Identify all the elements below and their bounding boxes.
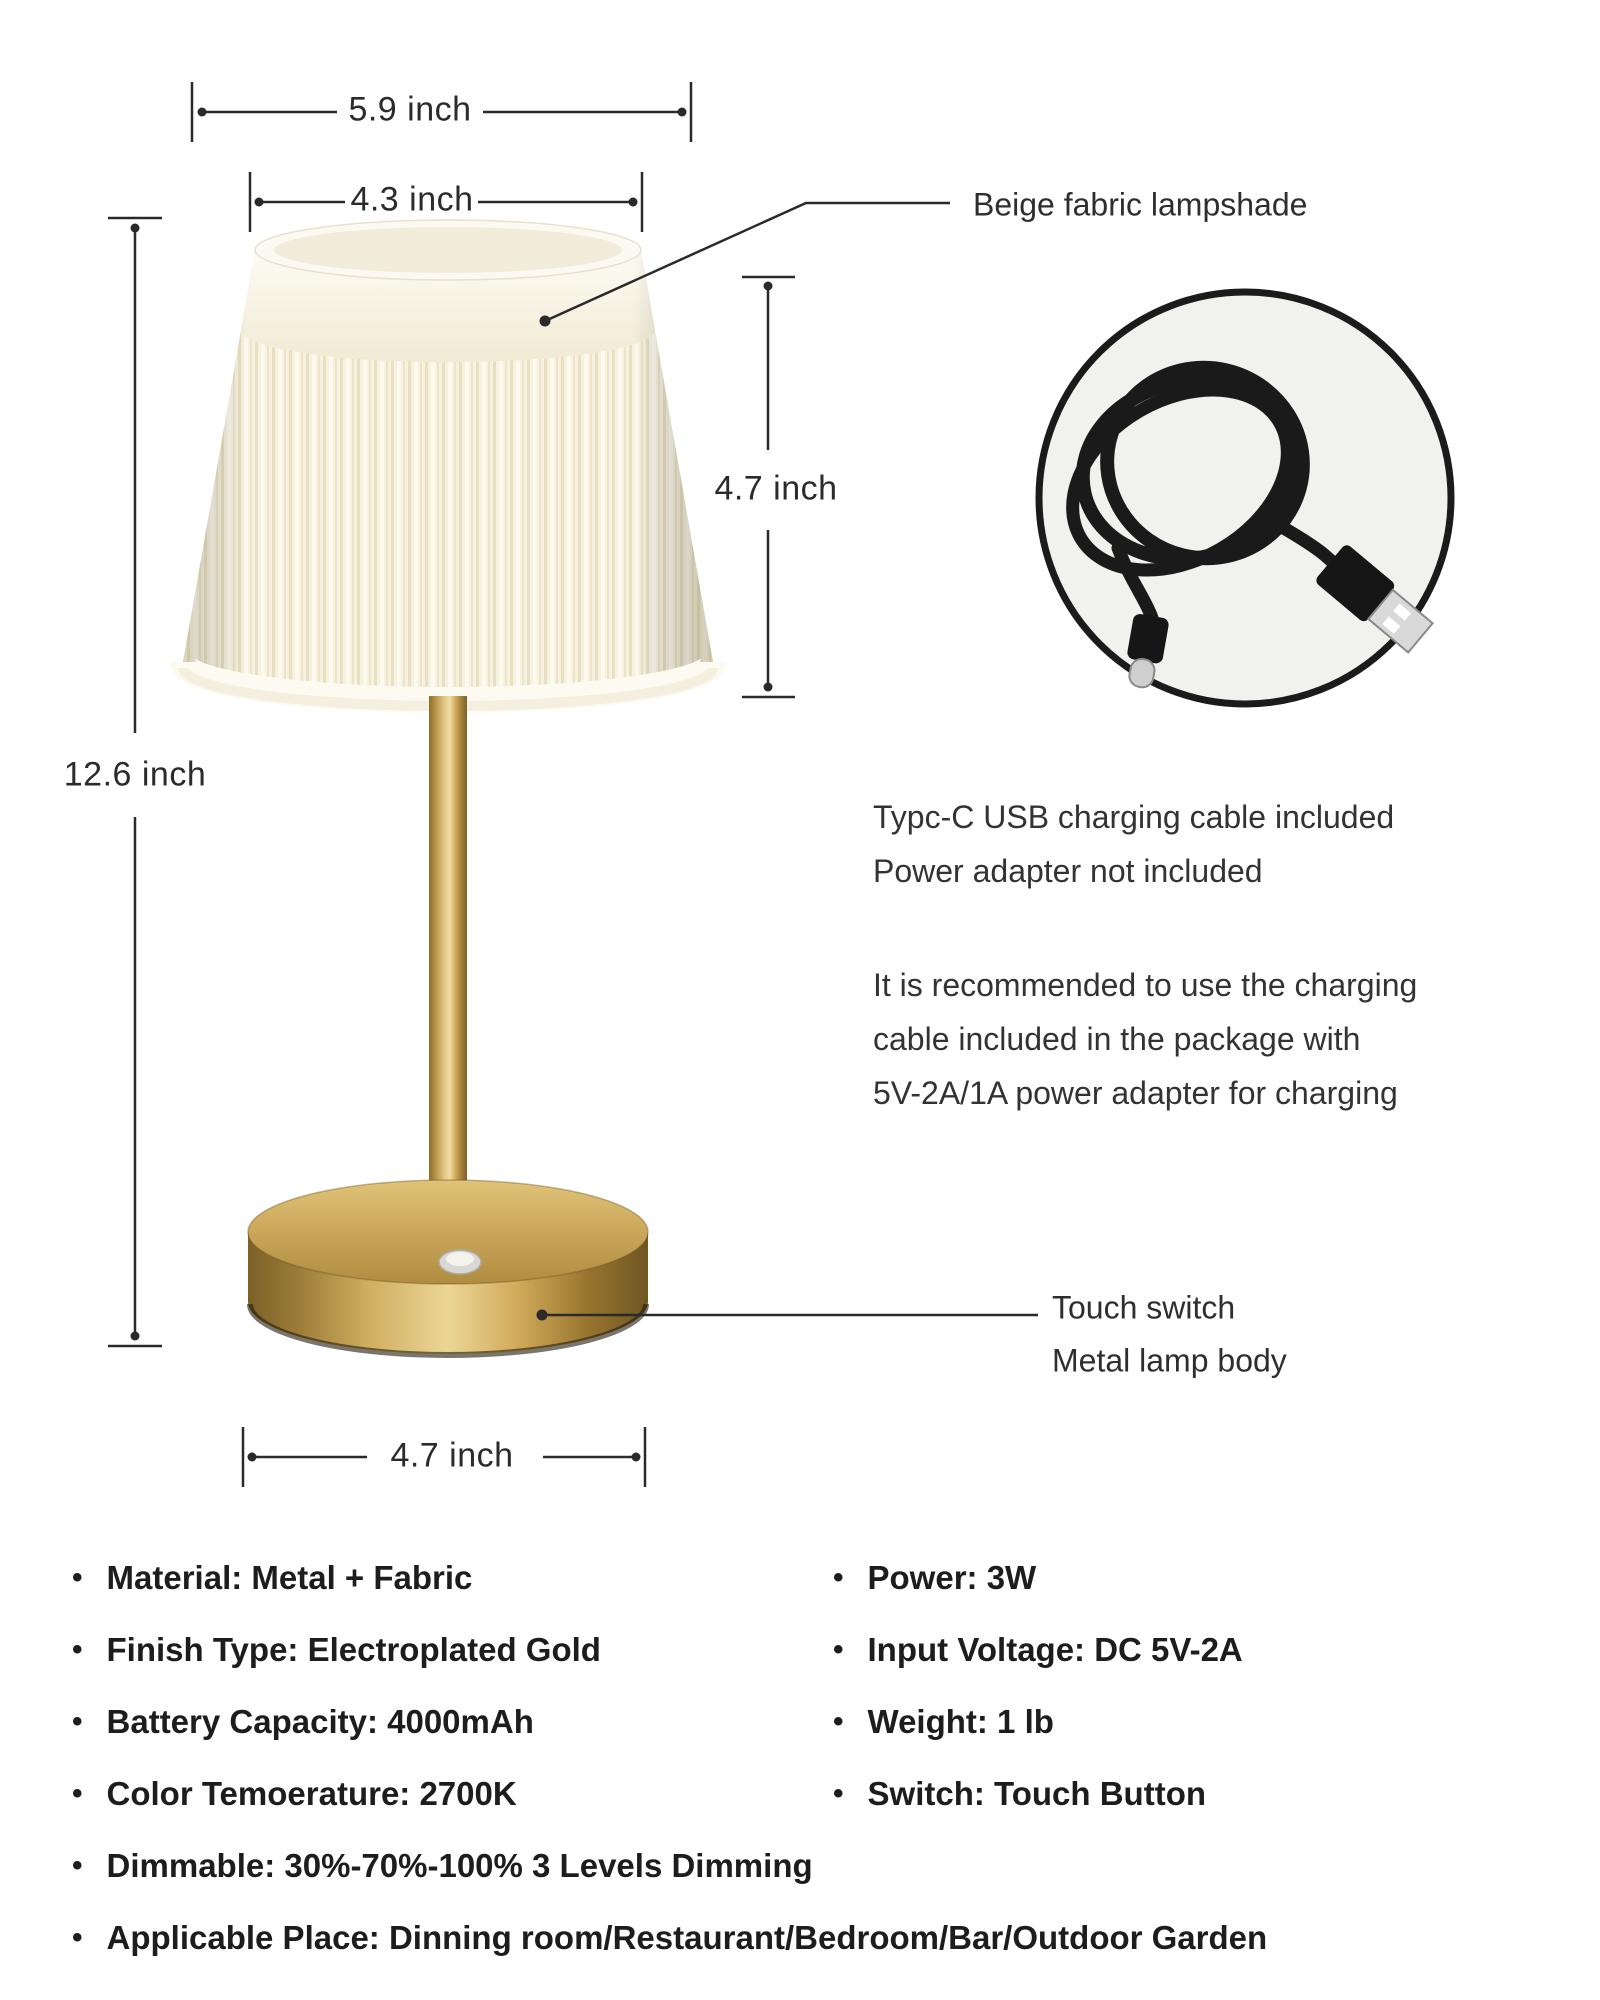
charging-notes bbox=[873, 790, 1417, 1120]
cable-inset-circle bbox=[1039, 292, 1451, 704]
dim-label-base-width: 4.7 inch bbox=[390, 1436, 514, 1475]
spec-item-input-voltage: • Input Voltage: DC 5V-2A bbox=[833, 1614, 1243, 1686]
spec-item-applicable-place: • Applicable Place: Dinning room/Restaurant/Bedroom/Bar/Outdoor Garden bbox=[72, 1902, 1267, 1974]
spec-item-color-temperature: • Color Temoerature: 2700K bbox=[72, 1758, 1267, 1830]
dim-label-shade-bottom-width: 5.9 inch bbox=[348, 90, 472, 129]
spec-item-power: • Power: 3W bbox=[833, 1542, 1243, 1614]
charging-note-line: It is recommended to use the charging bbox=[873, 967, 1418, 1003]
dim-label-total-height: 12.6 inch bbox=[63, 755, 207, 794]
spec-item-switch: • Switch: Touch Button bbox=[833, 1758, 1243, 1830]
touch-button bbox=[439, 1250, 481, 1274]
charging-note-line: cable included in the package with bbox=[873, 1021, 1361, 1057]
dim-label-shade-height: 4.7 inch bbox=[714, 469, 838, 508]
charging-note-line: Power adapter not included bbox=[873, 853, 1263, 889]
spec-item-dimmable: • Dimmable: 30%-70%-100% 3 Levels Dimming bbox=[72, 1830, 1267, 1902]
lamp-body-annotation: Metal lamp body bbox=[1052, 1342, 1287, 1379]
lamp-stem bbox=[429, 696, 467, 1244]
dim-label-shade-top-width: 4.3 inch bbox=[350, 180, 474, 219]
cable-inset bbox=[1039, 292, 1451, 704]
lamp-base bbox=[248, 1180, 648, 1355]
charging-note-line: 5V-2A/1A power adapter for charging bbox=[873, 1075, 1398, 1111]
charging-note-line: Typc-C USB charging cable included bbox=[873, 799, 1395, 835]
touch-switch-annotation: Touch switch bbox=[1052, 1289, 1236, 1326]
lamp-shade bbox=[183, 220, 713, 706]
spec-item-weight: • Weight: 1 lb bbox=[833, 1686, 1243, 1758]
spec-item-finish: • Finish Type: Electroplated Gold bbox=[72, 1614, 1267, 1686]
spec-item-battery: • Battery Capacity: 4000mAh bbox=[72, 1686, 1267, 1758]
spec-item-material: • Material: Metal + Fabric bbox=[72, 1542, 1267, 1614]
lampshade-annotation: Beige fabric lampshade bbox=[973, 186, 1308, 223]
spec-list-right bbox=[833, 1542, 1243, 1830]
